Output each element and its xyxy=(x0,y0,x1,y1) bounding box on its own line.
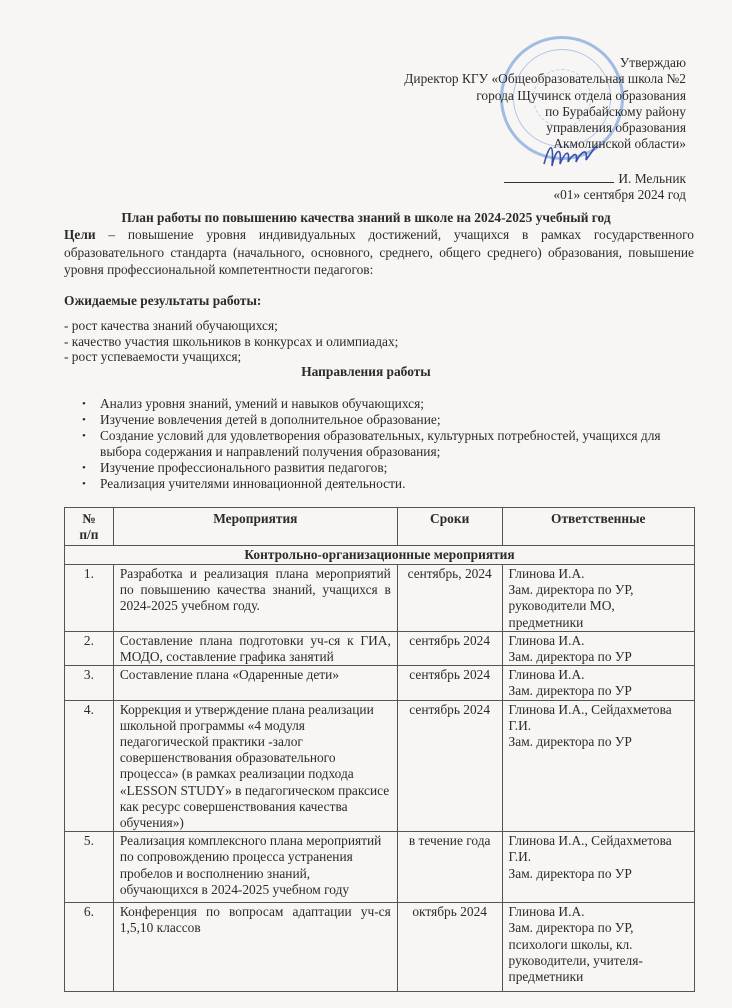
table-row xyxy=(65,832,695,903)
approval-block xyxy=(326,55,686,203)
approval-line: Утверждаю xyxy=(619,55,686,70)
row-term: сентябрь 2024 xyxy=(397,700,502,832)
table-row xyxy=(65,903,695,992)
row-event: Конференция по вопросам адаптации уч-ся 1,5,10 классов xyxy=(113,903,397,992)
row-responsible xyxy=(502,666,694,700)
goals-label: Цели xyxy=(64,227,96,242)
plan-table xyxy=(64,507,695,992)
row-number: 4. xyxy=(65,700,114,832)
approval-line: Директор КГУ «Общеобразовательная школа №2 xyxy=(404,71,686,87)
section-title: Контрольно-организационные мероприятия xyxy=(65,546,695,565)
header-number xyxy=(65,508,114,546)
row-event: Разработка и реализация плана мероприятий по повышению качества знаний, учащихся в 2024-2025 учебном году. xyxy=(113,565,397,632)
approval-line: Акмолинской области» xyxy=(553,136,686,152)
table-row xyxy=(65,565,695,632)
row-responsible xyxy=(502,903,694,992)
section-row xyxy=(65,546,695,565)
approval-line: по Бурабайскому району xyxy=(545,103,686,119)
row-event: Составление плана «Одаренные дети» xyxy=(113,666,397,700)
responsible-role: Зам. директора по УР xyxy=(508,734,632,750)
row-responsible xyxy=(502,832,694,903)
signature-line xyxy=(504,170,614,183)
table-row xyxy=(65,700,695,832)
responsible-person: Глинова И.А., Сейдахметова Г.И. xyxy=(508,701,672,733)
row-term: сентябрь 2024 xyxy=(397,631,502,665)
row-number: 5. xyxy=(65,832,114,903)
header-number-pp: п/п xyxy=(79,527,99,543)
responsible-role: Зам. директора по УР xyxy=(508,683,632,699)
responsible-person: Глинова И.А. xyxy=(508,632,585,648)
responsible-role: Зам. директора по УР, руководители МО, предметники xyxy=(508,582,634,630)
row-responsible xyxy=(502,700,694,832)
responsible-role: Зам. директора по УР xyxy=(508,865,632,881)
header-responsible: Ответственные xyxy=(502,508,694,546)
directions-heading: Направления работы xyxy=(301,364,431,379)
direction-item: • Реализация учителями инновационной деятельности. xyxy=(82,476,692,492)
row-number: 1. xyxy=(65,565,114,632)
row-term: сентябрь 2024 xyxy=(397,666,502,700)
responsible-role: Зам. директора по УР, психологи школы, кл. руководители, учителя-предметники xyxy=(508,920,643,985)
row-number: 6. xyxy=(65,903,114,992)
goals-paragraph xyxy=(64,226,694,279)
signatory-name: И. Мельник xyxy=(618,170,686,186)
responsible-person: Глинова И.А. xyxy=(508,566,585,581)
direction-item: • Изучение профессионального развития педагогов; xyxy=(82,460,692,476)
header-term: Сроки xyxy=(397,508,502,546)
row-term: сентябрь, 2024 xyxy=(397,565,502,632)
goals-text: – повышение уровня индивидуальных достижений, учащихся в рамках государственного образовательного стандарта (начального, основного, среднего, общего среднего) образования, повышение уровня профессиональной компетентности педагогов: xyxy=(64,227,694,277)
row-term: октябрь 2024 xyxy=(397,903,502,992)
row-responsible xyxy=(502,631,694,665)
expected-result-item: - качество участия школьников в конкурсах и олимпиадах; xyxy=(64,333,399,349)
direction-item: • Анализ уровня знаний, умений и навыков обучающихся; xyxy=(82,396,692,412)
responsible-person: Глинова И.А. xyxy=(508,667,585,683)
approval-line: управления образования xyxy=(546,120,686,136)
direction-item: • Создание условий для удовлетворения образовательных, культурных потребностей, учащихся для выбора содержания и направлений получения образования; xyxy=(82,428,692,460)
responsible-person: Глинова И.А. xyxy=(508,904,585,920)
approval-line: города Щучинск отдела образования xyxy=(476,87,686,103)
row-event: Реализация комплексного плана мероприятий по сопровождению процесса устранения пробелов и восполнению знаний, обучающихся в 2024-2025 учебном году xyxy=(113,832,397,903)
table-header-row xyxy=(65,508,695,546)
row-event: Составление плана подготовки уч-ся к ГИА, МОДО, составление графика занятий xyxy=(113,631,397,665)
row-number: 3. xyxy=(65,666,114,700)
header-event: Мероприятия xyxy=(113,508,397,546)
header-number-symbol: № xyxy=(82,511,96,526)
table-row xyxy=(65,666,695,700)
expected-result-item: - рост качества знаний обучающихся; xyxy=(64,318,278,333)
row-event: Коррекция и утверждение плана реализации школьной программы «4 модуля педагогической практики -залог совершенствования образовательного процесса» (в рамках реализации подхода «LESSON STUDY» в педагогическом праксисе как ресурс совершенствования качества обучения») xyxy=(113,700,397,832)
direction-item: • Изучение вовлечения детей в дополнительное образование; xyxy=(82,412,692,428)
expected-results-list xyxy=(64,318,398,365)
row-term: в течение года xyxy=(397,832,502,903)
signatory-line xyxy=(326,170,686,187)
directions-list xyxy=(82,396,692,492)
page-title: План работы по повышению качества знаний в школе на 2024-2025 учебный год xyxy=(121,210,611,225)
expected-results-heading: Ожидаемые результаты работы: xyxy=(64,293,262,308)
approval-date: «01» сентября 2024 год xyxy=(553,187,686,203)
responsible-person: Глинова И.А., Сейдахметова Г.И. xyxy=(508,833,672,865)
row-number: 2. xyxy=(65,631,114,665)
responsible-role: Зам. директора по УР xyxy=(508,649,632,665)
row-responsible xyxy=(502,565,694,632)
table-row xyxy=(65,631,695,665)
expected-result-item: - рост успеваемости учащихся; xyxy=(64,349,242,364)
